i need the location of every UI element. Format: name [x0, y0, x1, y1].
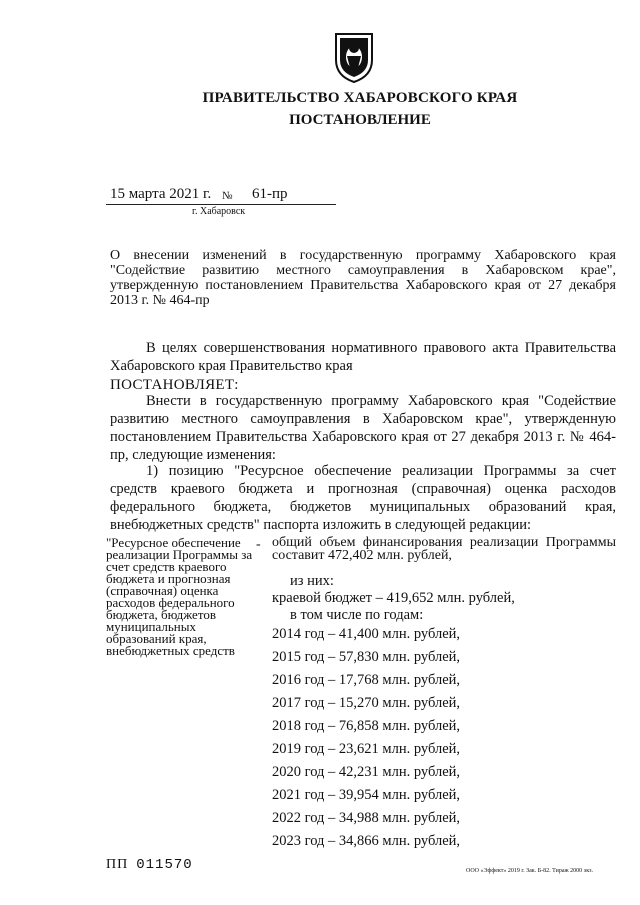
- coat-of-arms-bear-icon: [330, 30, 378, 84]
- year-row: 2020 год – 42,231 млн. рублей,: [272, 764, 461, 780]
- year-row: 2021 год – 39,954 млн. рублей,: [272, 787, 461, 803]
- document-date: 15 марта 2021 г.: [110, 186, 212, 202]
- year-row: 2023 год – 34,866 млн. рублей,: [272, 833, 461, 849]
- intro-paragraph: Внести в государственную программу Хабаровского края "Содействие развитию местного самоуправления в Хабаровском крае", утвержденную постановлением Правительства Хабаровского края от 27 декабря 2013 г. № 464-пр, следующие изменения:: [110, 393, 616, 463]
- date-number-line: [106, 186, 336, 205]
- year-row: 2019 год – 23,621 млн. рублей,: [272, 741, 461, 757]
- decree-word: ПОСТАНОВЛЯЕТ:: [110, 377, 239, 393]
- document-type: ПОСТАНОВЛЕНИЕ: [289, 112, 431, 128]
- of-them-label: из них:: [290, 573, 334, 589]
- by-years-label: в том числе по годам:: [290, 607, 424, 623]
- year-row: 2015 год – 57,830 млн. рублей,: [272, 649, 461, 665]
- document-number: 61-пр: [252, 186, 288, 202]
- form-serial: [106, 857, 193, 873]
- year-row: 2014 год – 41,400 млн. рублей,: [272, 626, 461, 642]
- year-row: 2016 год – 17,768 млн. рублей,: [272, 672, 461, 688]
- year-row: 2022 год – 34,988 млн. рублей,: [272, 810, 461, 826]
- regional-budget: краевой бюджет – 419,652 млн. рублей,: [272, 590, 515, 606]
- city: г. Хабаровск: [192, 206, 246, 217]
- government-title: ПРАВИТЕЛЬСТВО ХАБАРОВСКОГО КРАЯ: [202, 90, 518, 106]
- document-subject: О внесении изменений в государственную программу Хабаровского края "Содействие развитию местного самоуправления в Хабаровском крае", утвержденную постановлением Правительства Хабаровского края от 27 декабря 2013 г. № 464-пр: [110, 248, 616, 308]
- year-row: 2018 год – 76,858 млн. рублей,: [272, 718, 461, 734]
- passport-position-label: "Ресурсное обеспечение реализации Программы за счет средств краевого бюджета и прогнозная (справочная) оценка расходов федерального бюджета, бюджетов муниципальных образований края, внебюджетных средств: [106, 535, 253, 658]
- preamble-paragraph: В целях совершенствования нормативного правового акта Правительства Хабаровского края Правительство края: [110, 340, 616, 374]
- form-series: ПП: [106, 857, 129, 872]
- number-sign: №: [222, 190, 233, 202]
- years-list: [272, 623, 460, 853]
- item-1-paragraph: 1) позицию "Ресурсное обеспечение реализации Программы за счет средств краевого бюджета и прогнозная (справочная) оценка расходов федерального бюджета, бюджетов муниципальных образований края, внебюджетных средств" паспорта изложить в следующей редакции:: [110, 463, 616, 533]
- table-dash: -: [256, 537, 261, 552]
- year-row: 2017 год – 15,270 млн. рублей,: [272, 695, 461, 711]
- total-financing: общий объем финансирования реализации Программы составит 472,402 млн. рублей,: [272, 535, 616, 563]
- form-serial-number: 011570: [136, 857, 193, 873]
- printer-imprint: ООО «Эффект» 2019 г. Зак. Б-82. Тираж 2000 экз.: [466, 868, 593, 874]
